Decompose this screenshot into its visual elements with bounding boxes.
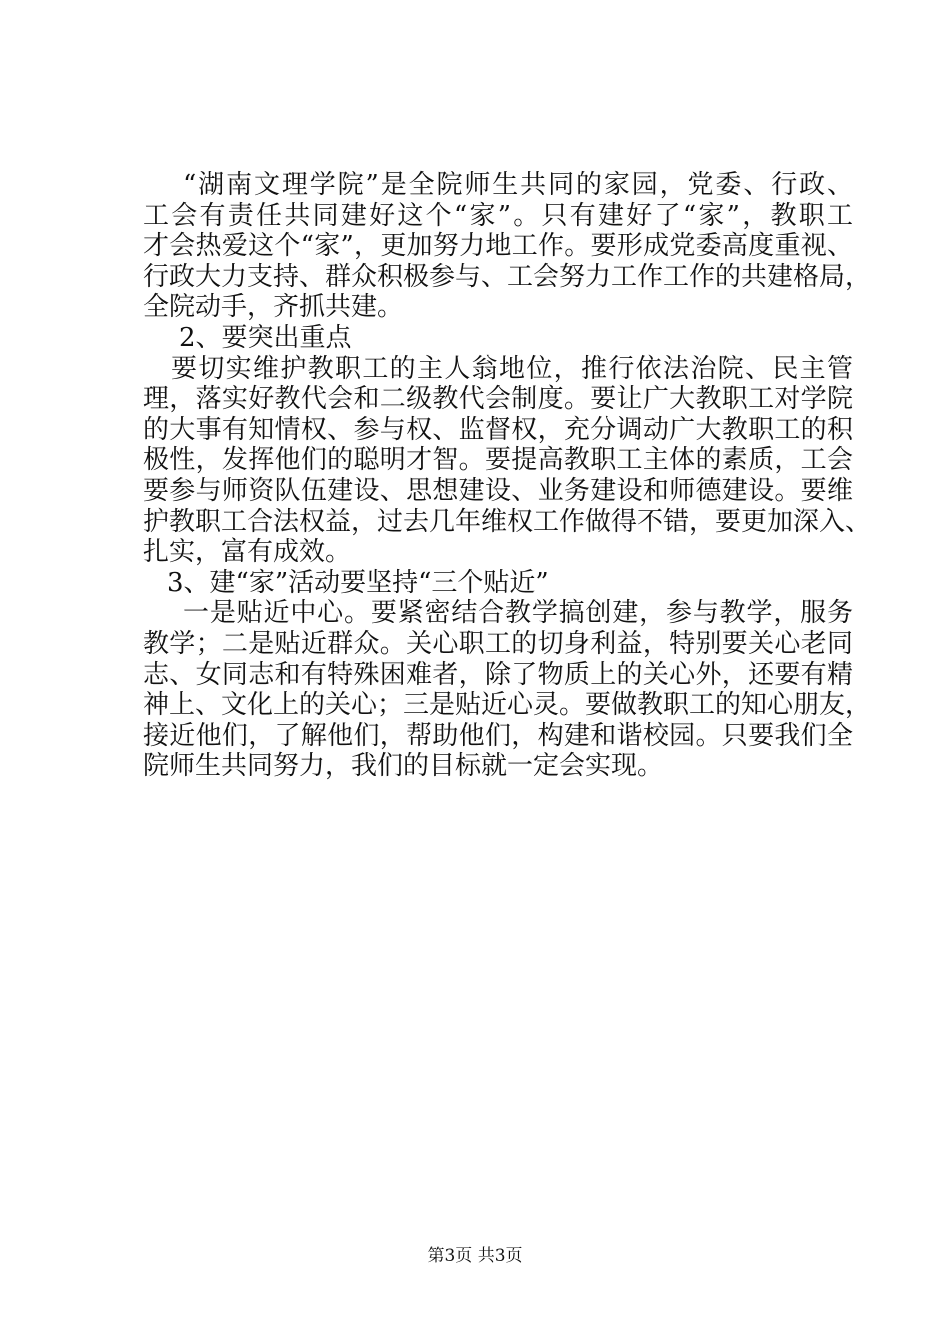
paragraph-2-line-5: 要参与师资队伍建设、思想建设、业务建设和师德建设。要维 <box>143 475 853 506</box>
paragraph-1-line-5: 全院动手，齐抓共建。 <box>143 292 404 323</box>
paragraph-3-line-2: 教学；二是贴近群众。关心职工的切身利益，特别要关心老同 <box>143 628 853 659</box>
paragraph-3-line-6: 院师生共同努力，我们的目标就一定会实现。 <box>143 751 664 782</box>
paragraph-2-line-6: 护教职工合法权益，过去几年维权工作做得不错，要更加深入、 <box>143 506 872 537</box>
paragraph-2-line-7: 扎实，富有成效。 <box>143 537 352 568</box>
paragraph-1-line-4: 行政大力支持、群众积极参与、工会努力工作工作的共建格局， <box>143 261 872 292</box>
page-number-footer: 第3页 共3页 <box>427 1246 523 1266</box>
paragraph-3-line-4: 神上、文化上的关心；三是贴近心灵。要做教职工的知心朋友， <box>143 690 872 721</box>
document-body <box>143 170 872 782</box>
paragraph-3-line-3: 志、女同志和有特殊困难者，除了物质上的关心外，还要有精 <box>143 659 853 690</box>
paragraph-2-line-2: 理，落实好教代会和二级教代会制度。要让广大教职工对学院 <box>143 384 853 415</box>
section-heading-3: 3、建“家”活动要坚持“三个贴近” <box>167 567 549 598</box>
paragraph-2-line-3: 的大事有知情权、参与权、监督权，充分调动广大教职工的积 <box>143 414 853 445</box>
paragraph-2-line-4: 极性，发挥他们的聪明才智。要提高教职工主体的素质，工会 <box>143 445 853 476</box>
paragraph-1-line-1: “湖南文理学院”是全院师生共同的家园，党委、行政、 <box>183 170 853 200</box>
paragraph-1-line-3: 才会热爱这个“家”，更加努力地工作。要形成党委高度重视、 <box>143 231 853 262</box>
section-heading-2: 2、要突出重点 <box>179 322 352 353</box>
paragraph-3-line-1: 一是贴近中心。要紧密结合教学搞创建，参与教学，服务 <box>183 598 853 629</box>
paragraph-1-line-2: 工会有责任共同建好这个“家”。只有建好了“家”，教职工 <box>143 200 853 231</box>
paragraph-2-line-1: 要切实维护教职工的主人翁地位，推行依法治院、民主管 <box>171 353 853 384</box>
paragraph-3-line-5: 接近他们，了解他们，帮助他们，构建和谐校园。只要我们全 <box>143 720 853 751</box>
